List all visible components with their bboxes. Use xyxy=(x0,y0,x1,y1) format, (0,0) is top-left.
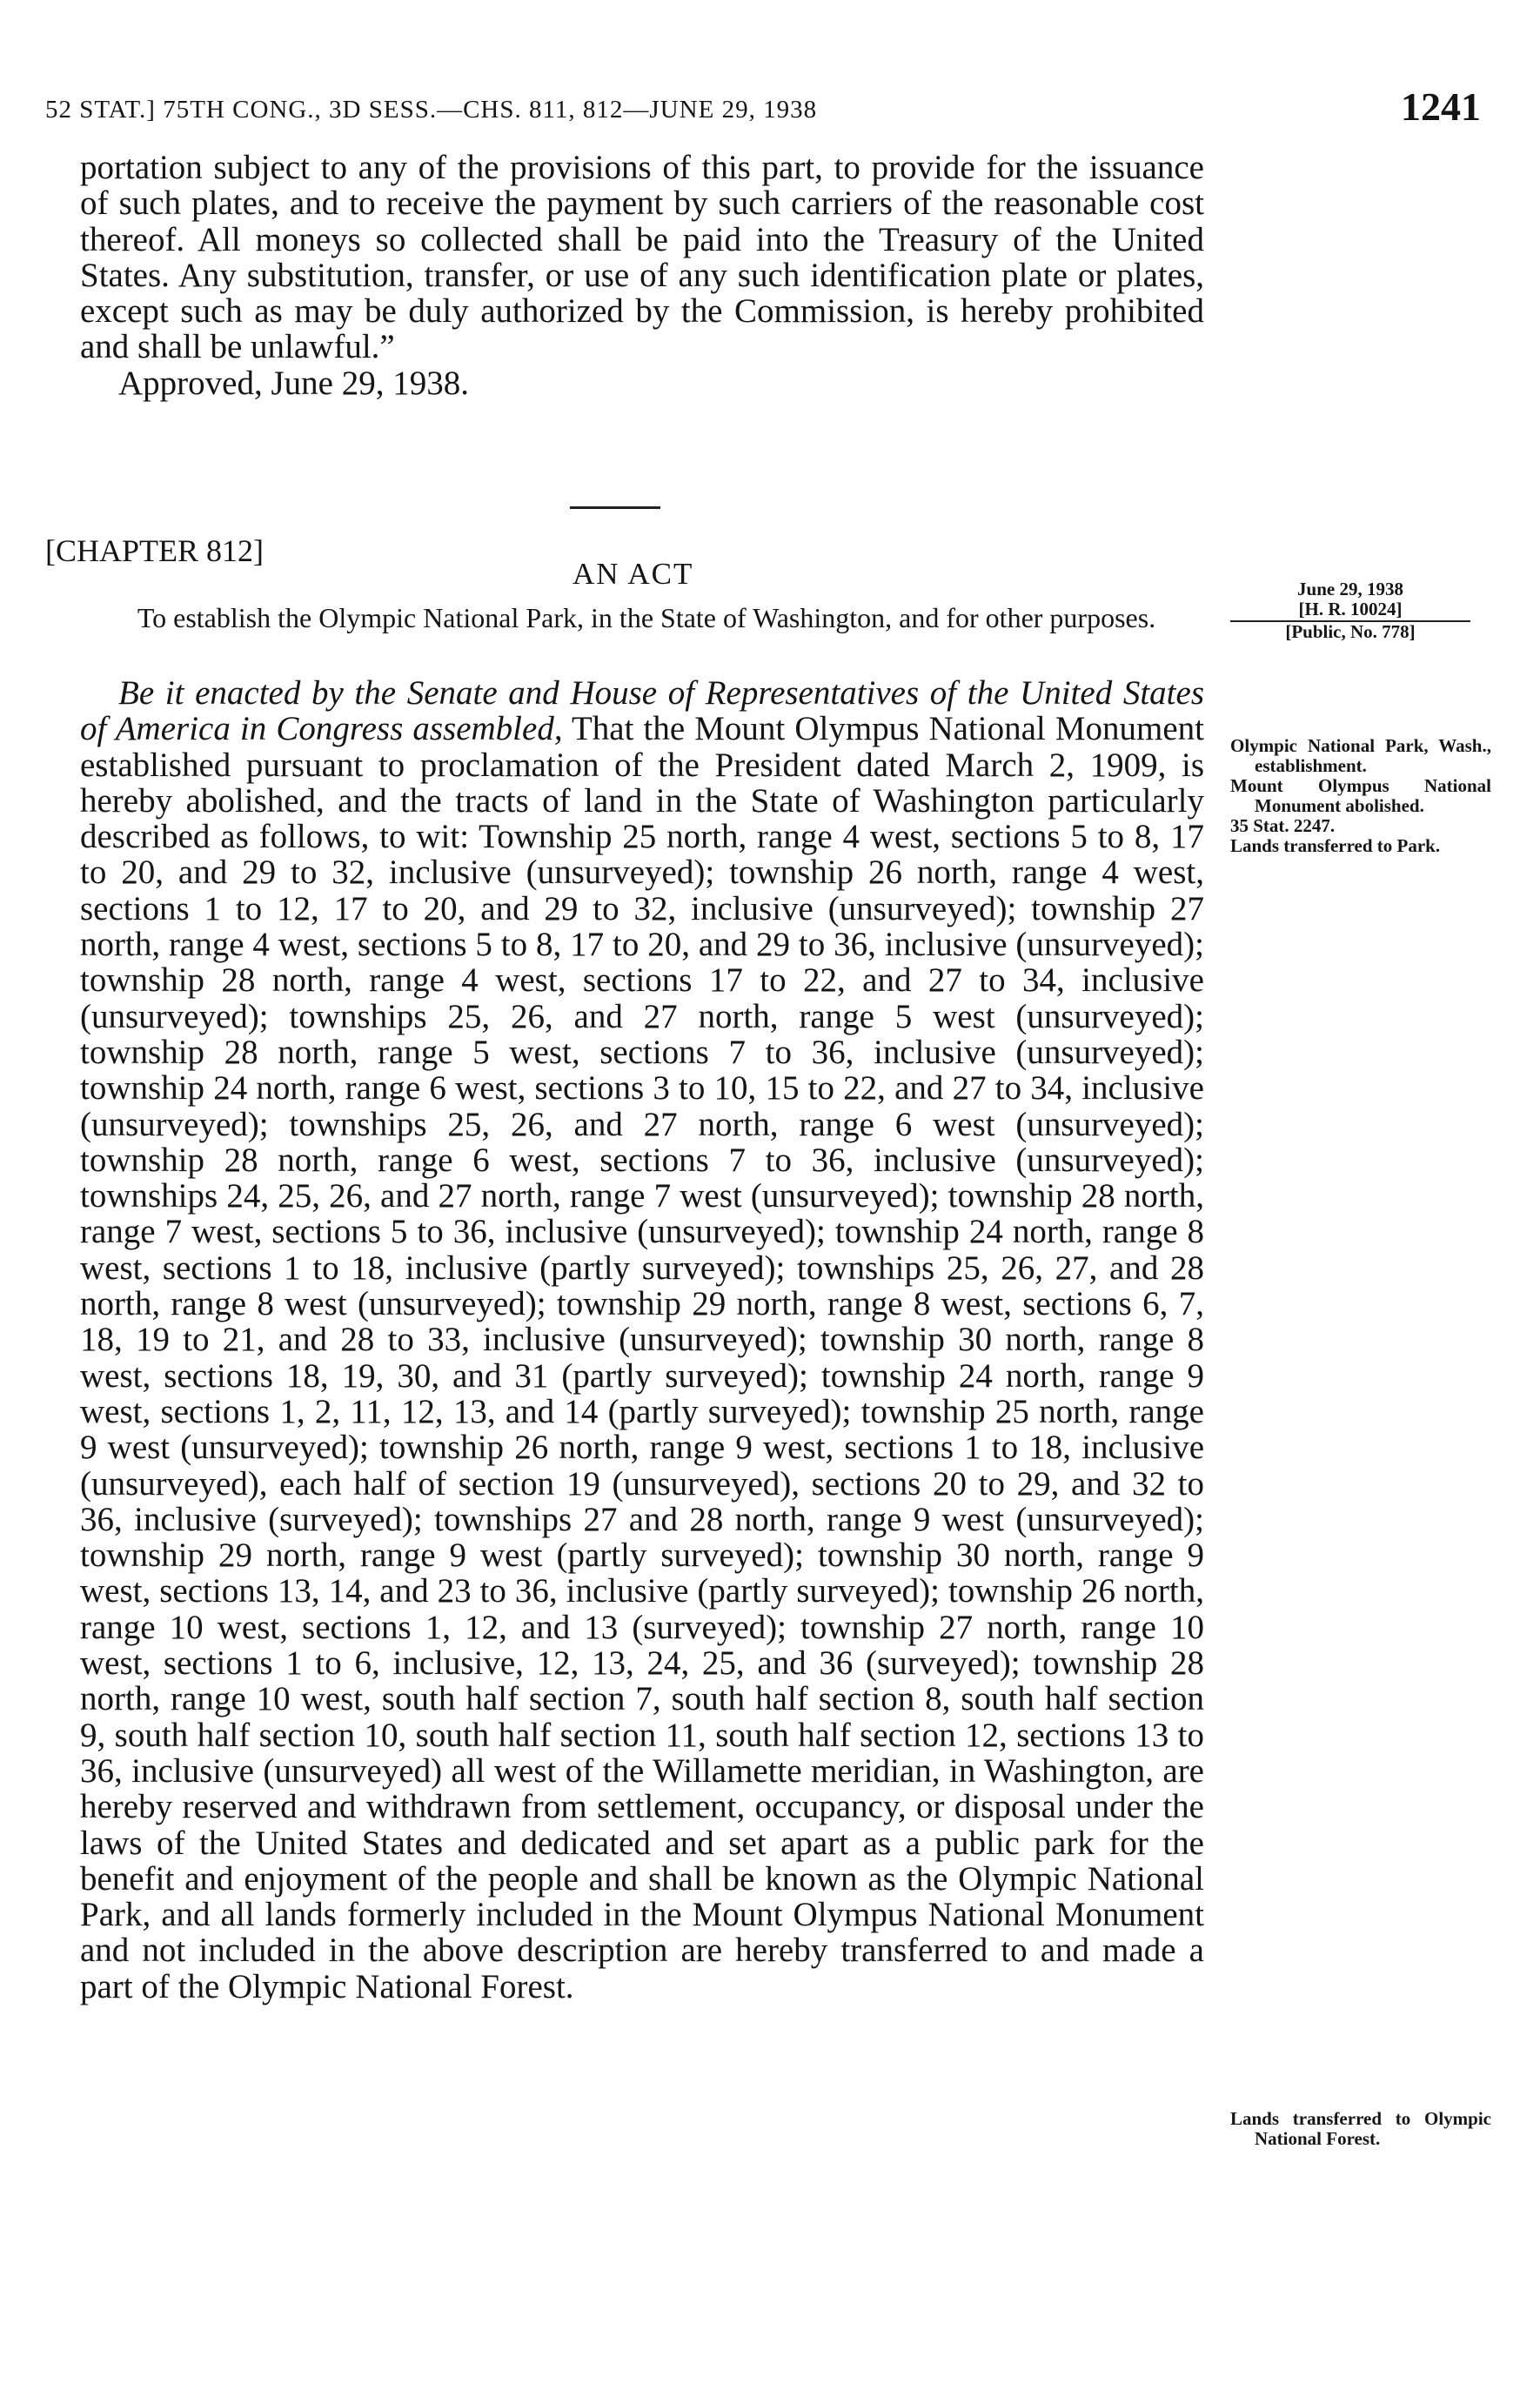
act-purpose: To establish the Olympic National Park, in the State of Washington, and for other purposes. xyxy=(137,602,1156,633)
margin-bill-number: [H. R. 10024] xyxy=(1230,599,1470,622)
margin-public-law: [Public, No. 778] xyxy=(1285,621,1416,642)
enacting-clause: Be it enacted by the Senate and House of Representatives of the United States of America in Congress assembled, xyxy=(80,674,1204,748)
header-citation: 52 STAT.] 75TH CONG., 3D SESS.—CHS. 811, 812—JUNE 29, 1938 xyxy=(45,96,818,124)
continued-text xyxy=(80,150,1204,401)
margin-note-abolished: Mount Olympus National Monument abolished. xyxy=(1230,775,1491,816)
margin-notes-top xyxy=(1230,736,1491,856)
margin-note-lands-forest: Lands transferred to Olympic National Forest. xyxy=(1230,2108,1491,2149)
continued-paragraph: portation subject to any of the provisions of this part, to provide for the issuance of such plates, and to receive the payment by such carriers of the reasonable cost thereof. All moneys so collected shall be paid into the Treasury of the United States. Any substitution, transfer, or use of any such identification plate or plates, except such as may be duly authorized by the Commission, is hereby prohibited and shall be unlawful.” xyxy=(80,149,1204,366)
chapter-label: [CHAPTER 812] xyxy=(45,533,264,568)
margin-notes-bottom xyxy=(1230,2109,1491,2149)
page-number: 1241 xyxy=(1401,84,1481,129)
margin-note-statute: 35 Stat. 2247. xyxy=(1230,815,1336,836)
approval-line: Approved, June 29, 1938. xyxy=(118,364,469,402)
act-label: AN ACT xyxy=(572,557,694,591)
act-body xyxy=(80,675,1204,2005)
margin-note-lands-park: Lands transferred to Park. xyxy=(1230,835,1441,856)
margin-enactment-info xyxy=(1230,579,1470,642)
act-text: That the Mount Olympus National Monument established pursuant to proclamation of the President dated March 2, 1909, is hereby abolished, and the tracts of land in the State of Washington particularly described as follows, to wit: Township 25 north, range 4 west, sections 5 to 8, 17 to 20, and 29 to 32, inclusive (unsurveyed); township 26 north, range 4 west, sections 1 to 12, 17 to 20, and 29 to 32, inclusive (unsurveyed); township 27 north, range 4 west, sections 5 to 8, 17 to 20, and 29 to 36, inclusive (unsurveyed); township 28 north, range 4 west, sections 17 to 22, and 27 to 34, inclusive (unsurveyed); townships 25, 26, and 27 north, range 5 west (unsurveyed); township 28 north, range 5 west, sections 7 to 36, inclusive (unsurveyed); township 24 north, range 6 west, sections 3 to 10, 15 to 22, and 27 to 34, inclusive (unsurveyed); townships 25, 26, and 27 north, range 6 west (unsurveyed); township 28 north, range 6 west, sections 7 to 36, inclusive (unsurveyed); townships 24, 25, 26, and 27 north, range 7 west (unsurveyed); township 28 north, range 7 west, sections 5 to 36, inclusive (unsurveyed); township 24 north, range 8 west, sections 1 to 18, inclusive (partly surveyed); townships 25, 26, 27, and 28 north, range 8 west (unsurveyed); township 29 north, range 8 west, sections 6, 7, 18, 19 to 21, and 28 to 33, inclusive (unsurveyed); township 30 north, range 8 west, sections 18, 19, 30, and 31 (partly surveyed); township 24 north, range 9 west, sections 1, 2, 11, 12, 13, and 14 (partly surveyed); township 25 north, range 9 west (unsurveyed); township 26 north, range 9 west, sections 1 to 18, inclusive (unsurveyed), each half of section 19 (unsurveyed), sections 20 to 29, and 32 to 36, inclusive (surveyed); townships 27 and 28 north, range 9 west (unsurveyed); township 29 north, range 9 west (partly surveyed); township 30 north, range 9 west, sections 13, 14, and 23 to 36, inclusive (partly surveyed); township 26 north, range 10 west, sections 1, 12, and 13 (surveyed); township 27 north, range 10 west, sections 1 to 6, inclusive, 12, 13, 24, 25, and 36 (surveyed); township 28 north, range 10 west, south half section 7, south half section 8, south half section 9, south half section 10, south half section 11, south half section 12, sections 13 to 36, inclusive (unsurveyed) all west of the Willamette meridian, in Washington, are hereby reserved and withdrawn from settlement, occupancy, or disposal under the laws of the United States and dedicated and set apart as a public park for the benefit and enjoyment of the people and shall be known as the Olympic National Park, and all lands formerly included in the Mount Olympus National Monument and not included in the above description are hereby transferred to and made a part of the Olympic National Forest. xyxy=(80,710,1204,2005)
section-divider xyxy=(570,506,660,509)
margin-date: June 29, 1938 xyxy=(1297,579,1403,599)
margin-note-establishment: Olympic National Park, Wash., establishment. xyxy=(1230,735,1491,776)
